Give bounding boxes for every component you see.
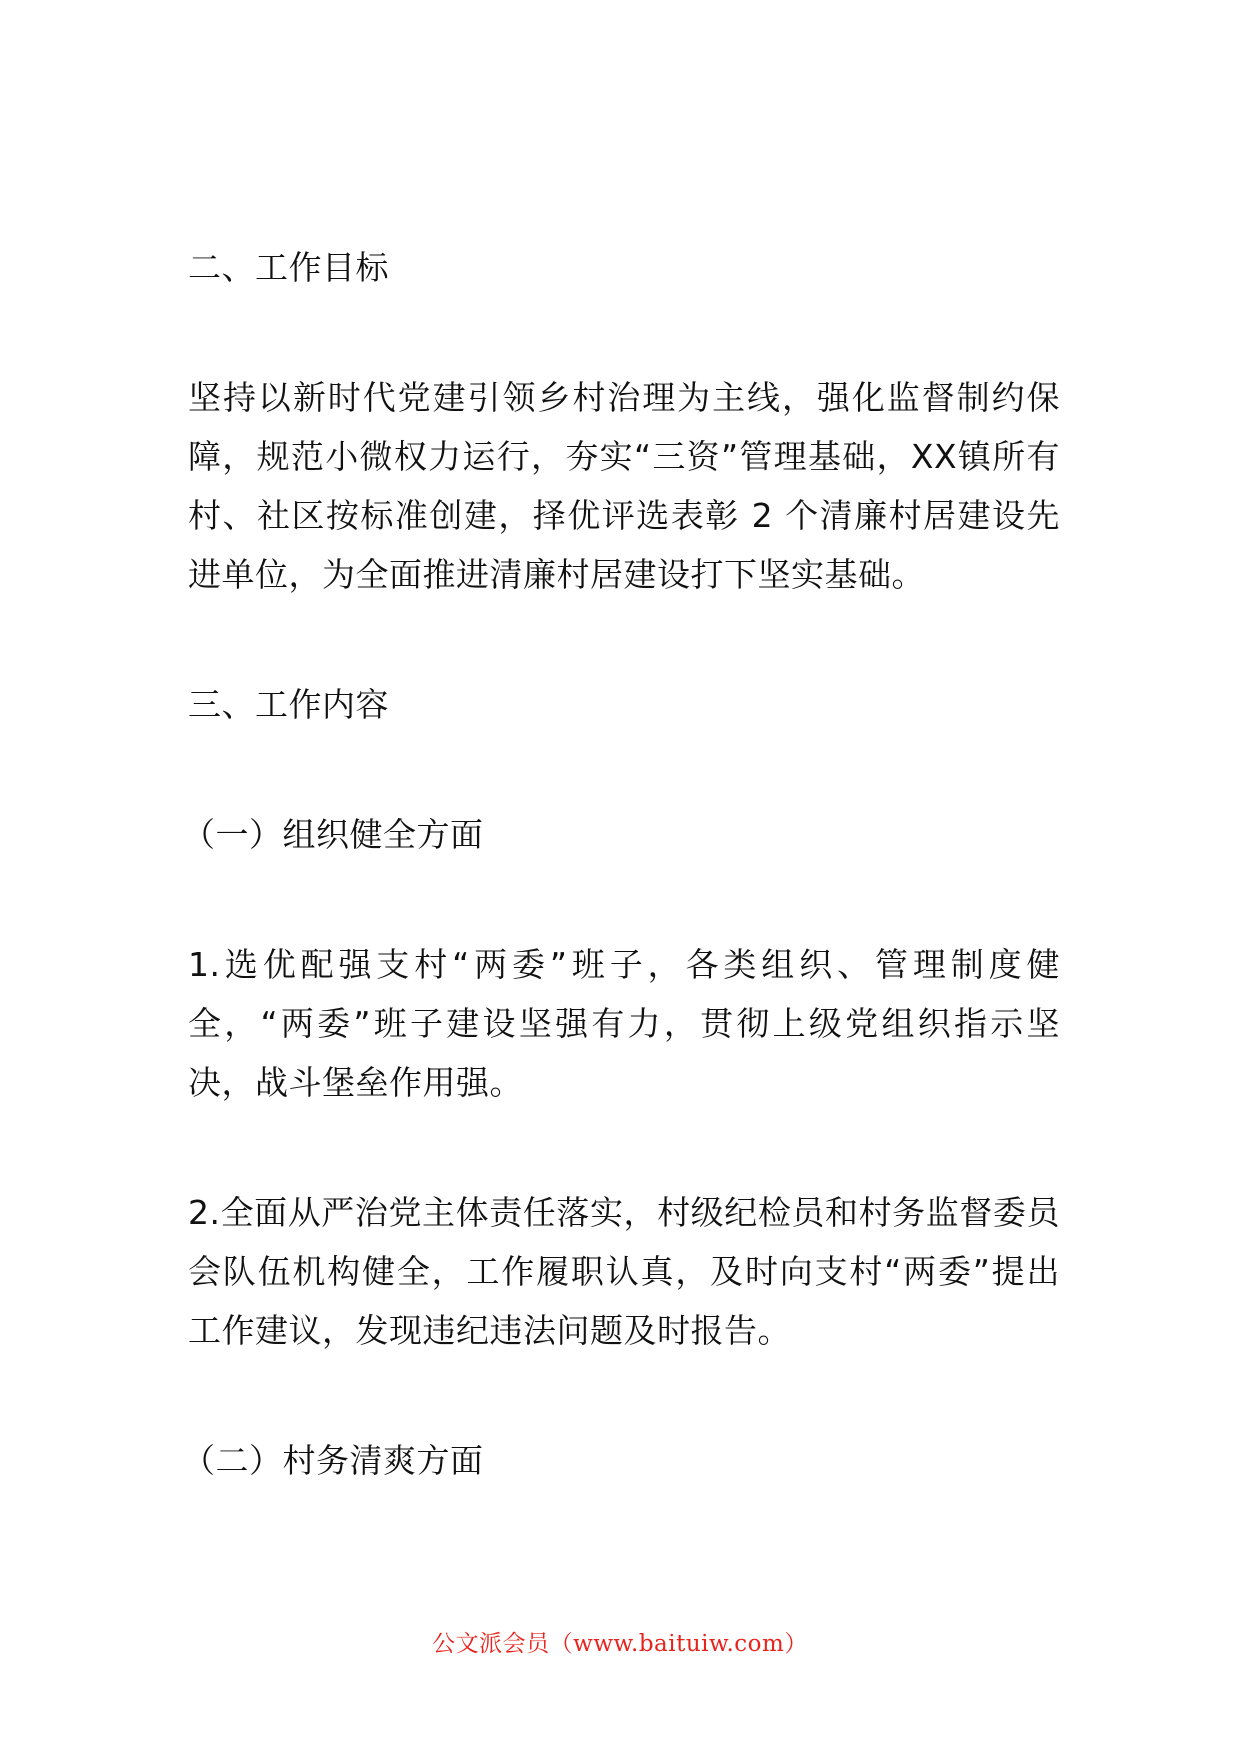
document-body <box>182 238 1060 1561</box>
paragraph-item-2: 2.全面从严治党主体责任落实，村级纪检员和村务监督委员会队伍机构健全，工作履职认真，及时向支村“两委”提出工作建议，发现违纪违法问题及时报告。 <box>188 1193 1060 1350</box>
footer-watermark-text: 公文派会员（www.baituiw.com） <box>432 1631 808 1657</box>
subsection-heading-organization: （一）组织健全方面 <box>182 815 484 854</box>
section-heading-work-goals: 二、工作目标 <box>188 248 389 287</box>
section-heading-work-content: 三、工作内容 <box>188 685 389 724</box>
subsection-heading-village-affairs: （二）村务清爽方面 <box>182 1441 484 1480</box>
paragraph-work-goals: 坚持以新时代党建引领乡村治理为主线，强化监督制约保障，规范小微权力运行，夯实“三资”管理基础，XX镇所有村、社区按标准创建，择优评选表彰 2 个清廉村居建设先进单位，为全面推进清廉村居建设打下坚实基础。 <box>188 378 1060 594</box>
paragraph-item-1: 1.选优配强支村“两委”班子，各类组织、管理制度健全，“两委”班子建设坚强有力，贯彻上级党组织指示坚决，战斗堡垒作用强。 <box>188 945 1060 1102</box>
